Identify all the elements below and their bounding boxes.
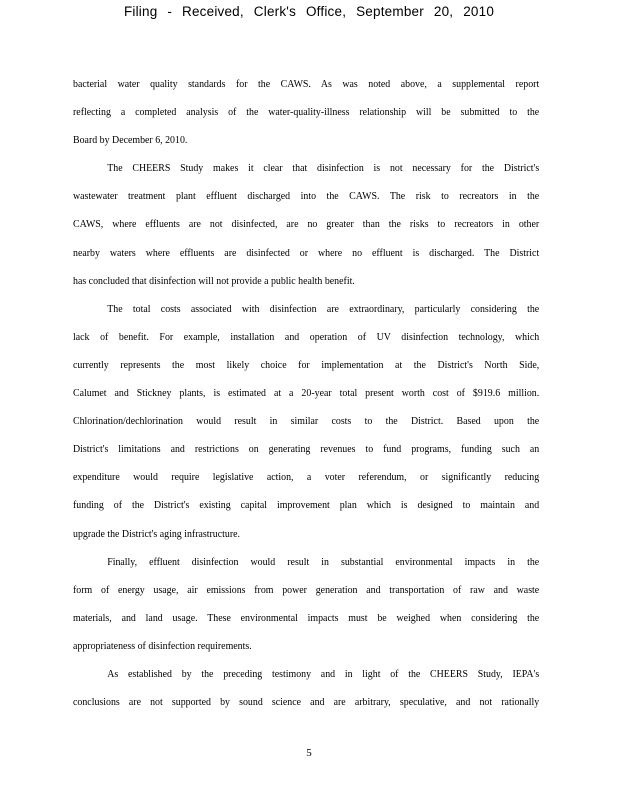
text-line: reflecting a completed analysis of the water-quality-illness relationship will be submitted to the	[73, 106, 540, 119]
text-line: Chlorination/dechlorination would result in similar costs to the District. Based upon the	[73, 415, 540, 428]
page-number: 5	[306, 747, 312, 759]
text-line: appropriateness of disinfection requirements.	[73, 639, 252, 652]
text-line: currently represents the most likely choice for implementation at the District's North Side,	[73, 358, 540, 371]
text-line: lack of benefit. For example, installation and operation of UV disinfection technology, which	[73, 330, 540, 343]
body-text	[73, 70, 540, 716]
text-line: conclusions are not supported by sound science and are arbitrary, speculative, and not rationally	[73, 696, 540, 709]
text-line: funding of the District's existing capital improvement plan which is designed to maintain and	[73, 499, 540, 512]
text-line: materials, and land usage. These environmental impacts must be weighed when considering the	[73, 611, 540, 624]
text-line: expenditure would require legislative action, a voter referendum, or significantly reducing	[73, 471, 540, 484]
text-line: bacterial water quality standards for the CAWS. As was noted above, a supplemental report	[73, 78, 540, 90]
text-line: District's limitations and restrictions on generating revenues to fund programs, funding such an	[73, 443, 540, 456]
filing-header: Filing - Received, Clerk's Office, September 20, 2010	[123, 4, 495, 19]
text-line: nearby waters where effluents are disinfected or where no effluent is discharged. The District	[73, 246, 540, 259]
text-line: CAWS, where effluents are not disinfected, are no greater than the risks to recreators in other	[73, 218, 540, 231]
text-line: has concluded that disinfection will not provide a public health benefit.	[73, 274, 355, 287]
text-line: Board by December 6, 2010.	[73, 134, 188, 147]
text-line: upgrade the District's aging infrastructure.	[73, 527, 241, 540]
text-line: Finally, effluent disinfection would result in substantial environmental impacts in the	[107, 555, 540, 568]
text-line: Calumet and Stickney plants, is estimated at a 20-year total present worth cost of $919.6 million.	[73, 387, 540, 400]
text-line: The total costs associated with disinfection are extraordinary, particularly considering the	[107, 302, 540, 315]
text-line: As established by the preceding testimony and in light of the CHEERS Study, IEPA's	[107, 667, 540, 680]
text-line: wastewater treatment plant effluent discharged into the CAWS. The risk to recreators in the	[73, 190, 540, 203]
text-line: The CHEERS Study makes it clear that disinfection is not necessary for the District's	[107, 162, 540, 175]
text-line: form of energy usage, air emissions from power generation and transportation of raw and waste	[73, 583, 540, 596]
